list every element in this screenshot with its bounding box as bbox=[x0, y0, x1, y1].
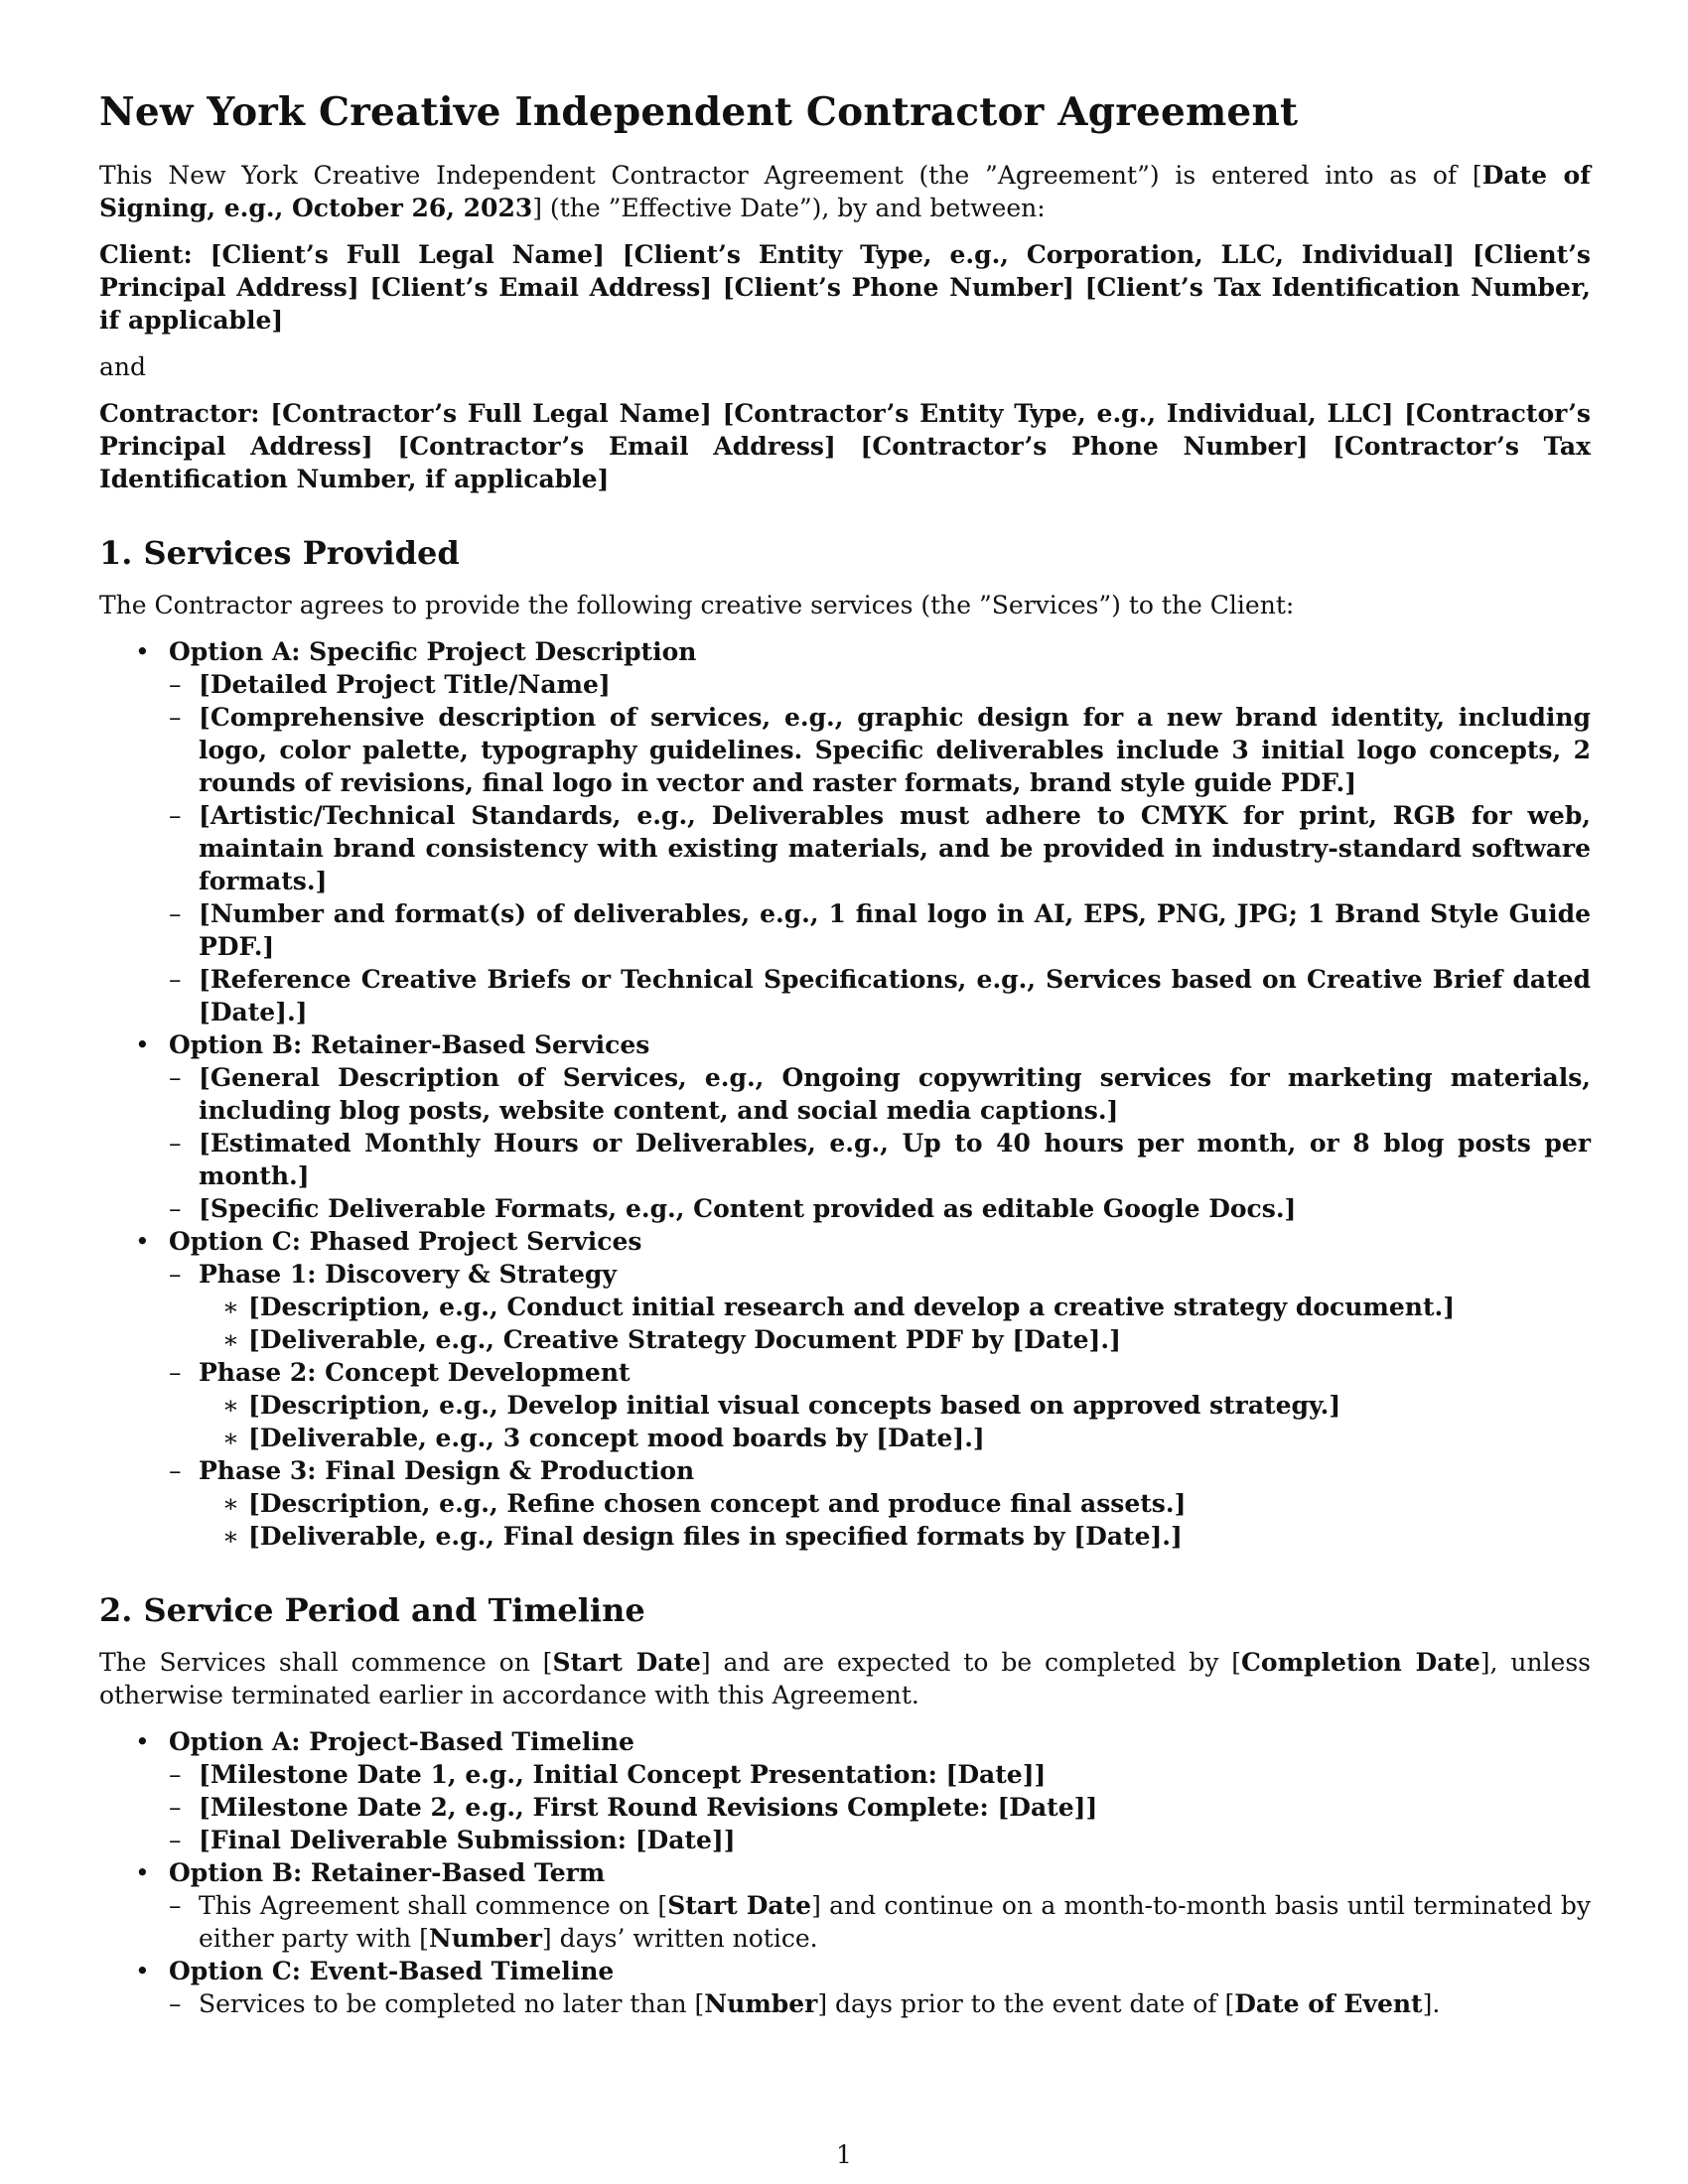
phase-label: Phase 2: Concept Development bbox=[199, 1358, 631, 1387]
services-intro: The Contractor agrees to provide the following creative services (the ”Services”) to the Client: bbox=[99, 591, 1295, 619]
option-c-items bbox=[169, 1987, 1591, 2020]
list-item bbox=[169, 1127, 1591, 1192]
list-item-text: ] and continue on a month-to-month basis until terminated by either party with [ bbox=[199, 1891, 1591, 1953]
document-page bbox=[99, 87, 1591, 2020]
phase-label: Phase 3: Final Design & Production bbox=[199, 1456, 695, 1485]
list-item bbox=[99, 1955, 1591, 2020]
list-item bbox=[169, 1356, 1591, 1454]
start-date-placeholder: Start Date bbox=[667, 1891, 812, 1920]
list-item bbox=[99, 1856, 1591, 1955]
section-heading-timeline: 2. Service Period and Timeline bbox=[99, 1591, 645, 1629]
option-a-items bbox=[169, 668, 1591, 1028]
intro-text: ] (the ”Effective Date”), by and between: bbox=[532, 194, 1046, 222]
and-text: and bbox=[99, 352, 147, 381]
timeline-options-list bbox=[99, 1725, 1591, 2020]
number-placeholder: Number bbox=[428, 1924, 542, 1953]
option-c-phases bbox=[169, 1258, 1591, 1553]
list-item-text: Services to be completed no later than [ bbox=[199, 1989, 705, 2018]
list-item bbox=[169, 701, 1591, 799]
list-item bbox=[169, 963, 1591, 1028]
client-block bbox=[99, 238, 1591, 337]
list-item-text: [Number and format(s) of deliverables, e.g., 1 final logo in AI, EPS, PNG, JPG; 1 Brand Style Guide PDF.] bbox=[199, 899, 1591, 961]
list-item bbox=[169, 799, 1591, 897]
phase-items bbox=[199, 1291, 1591, 1356]
list-item-text: [Deliverable, e.g., 3 concept mood boards by [Date].] bbox=[248, 1424, 985, 1452]
timeline-text: ] and are expected to be completed by [ bbox=[700, 1648, 1242, 1677]
list-item-text: [Final Deliverable Submission: [Date]] bbox=[199, 1826, 736, 1854]
completion-date-placeholder: Completion Date bbox=[1241, 1648, 1480, 1677]
list-item bbox=[220, 1291, 1591, 1323]
document-title: New York Creative Independent Contractor Agreement bbox=[99, 89, 1299, 135]
list-item-text: ] days’ written notice. bbox=[541, 1924, 818, 1953]
list-item-text: [Deliverable, e.g., Creative Strategy Document PDF by [Date].] bbox=[248, 1325, 1121, 1354]
list-item bbox=[169, 1889, 1591, 1955]
list-item bbox=[99, 1028, 1591, 1225]
option-label: Option B: Retainer-Based Services bbox=[169, 1030, 650, 1059]
intro-paragraph bbox=[99, 159, 1591, 224]
list-item-text: [Specific Deliverable Formats, e.g., Content provided as editable Google Docs.] bbox=[199, 1194, 1297, 1223]
list-item bbox=[169, 1791, 1591, 1824]
list-item-text: ]. bbox=[1422, 1989, 1441, 2018]
list-item-text: [Detailed Project Title/Name] bbox=[199, 670, 611, 699]
list-item-text: [Artistic/Technical Standards, e.g., Deliverables must adhere to CMYK for print, RGB for web, maintain brand consistency with existing materials, and be provided in industry-standard software formats.] bbox=[199, 801, 1591, 895]
phase-items bbox=[199, 1487, 1591, 1553]
services-options-list bbox=[99, 635, 1591, 1553]
list-item bbox=[99, 635, 1591, 1028]
list-item-text: This Agreement shall commence on [ bbox=[199, 1891, 668, 1920]
page-number: 1 bbox=[836, 2140, 852, 2169]
list-item-text: [Reference Creative Briefs or Technical Specifications, e.g., Services based on Creative Brief dated [Date].] bbox=[199, 965, 1591, 1026]
option-a-items bbox=[169, 1758, 1591, 1856]
list-item-text: [Description, e.g., Conduct initial research and develop a creative strategy document.] bbox=[248, 1293, 1456, 1321]
option-label: Option C: Event-Based Timeline bbox=[169, 1957, 615, 1985]
list-item bbox=[169, 1258, 1591, 1356]
option-label: Option B: Retainer-Based Term bbox=[169, 1858, 606, 1887]
list-item-text: [Description, e.g., Develop initial visual concepts based on approved strategy.] bbox=[248, 1391, 1341, 1420]
list-item bbox=[169, 1824, 1591, 1856]
intro-text: This New York Creative Independent Contractor Agreement (the ”Agreement”) is entered into as of [ bbox=[99, 161, 1482, 190]
list-item bbox=[220, 1520, 1591, 1553]
list-item bbox=[169, 1454, 1591, 1553]
number-placeholder: Number bbox=[704, 1989, 818, 2018]
list-item bbox=[220, 1323, 1591, 1356]
list-item-text: [General Description of Services, e.g., Ongoing copywriting services for marketing materials, including blog posts, website content, and social media captions.] bbox=[199, 1063, 1591, 1125]
list-item bbox=[169, 1192, 1591, 1225]
list-item-text: [Comprehensive description of services, e.g., graphic design for a new brand identity, including logo, color palette, typography guidelines. Specific deliverables include 3 initial logo concepts, 2 rounds of revisions, final logo in vector and raster formats, brand style guide PDF.] bbox=[199, 703, 1591, 797]
contractor-details: Contractor: [Contractor’s Full Legal Name] [Contractor’s Entity Type, e.g., Individual, LLC] [Contractor’s Principal Address] [Contractor’s Email Address] [Contractor’s Phone Number] [Contractor’s Tax Identification Number, if applicable] bbox=[99, 399, 1591, 493]
list-item bbox=[220, 1389, 1591, 1422]
timeline-text: The Services shall commence on [ bbox=[99, 1648, 553, 1677]
option-b-items bbox=[169, 1889, 1591, 1955]
option-label: Option A: Project-Based Timeline bbox=[169, 1727, 634, 1756]
list-item bbox=[169, 1987, 1591, 2020]
date-of-signing-placeholder: Date of Signing, e.g., October 26, 2023 bbox=[99, 161, 1591, 222]
section-heading-services: 1. Services Provided bbox=[99, 534, 460, 572]
timeline-intro bbox=[99, 1646, 1591, 1711]
contractor-block bbox=[99, 397, 1591, 495]
list-item bbox=[220, 1487, 1591, 1520]
timeline-text: ], unless otherwise terminated earlier in accordance with this Agreement. bbox=[99, 1648, 1592, 1709]
list-item bbox=[220, 1422, 1591, 1454]
list-item-text: ] days prior to the event date of [ bbox=[817, 1989, 1235, 2018]
list-item-text: [Estimated Monthly Hours or Deliverables, e.g., Up to 40 hours per month, or 8 blog posts per month.] bbox=[199, 1129, 1591, 1190]
phase-items bbox=[199, 1389, 1591, 1454]
list-item bbox=[169, 1758, 1591, 1791]
start-date-placeholder: Start Date bbox=[552, 1648, 701, 1677]
client-details: Client: [Client’s Full Legal Name] [Client’s Entity Type, e.g., Corporation, LLC, Individual] [Client’s Principal Address] [Client’s Email Address] [Client’s Phone Number] [Client’s Tax Identification Number, if applicable] bbox=[99, 240, 1591, 335]
list-item bbox=[99, 1725, 1591, 1856]
list-item-text: [Milestone Date 1, e.g., Initial Concept Presentation: [Date]] bbox=[199, 1760, 1047, 1789]
list-item-text: [Milestone Date 2, e.g., First Round Revisions Complete: [Date]] bbox=[199, 1793, 1098, 1822]
option-label: Option A: Specific Project Description bbox=[169, 637, 697, 666]
list-item bbox=[169, 668, 1591, 701]
option-label: Option C: Phased Project Services bbox=[169, 1227, 642, 1256]
date-of-event-placeholder: Date of Event bbox=[1234, 1989, 1423, 2018]
list-item bbox=[169, 897, 1591, 963]
list-item-text: [Description, e.g., Refine chosen concept and produce final assets.] bbox=[248, 1489, 1187, 1518]
list-item bbox=[169, 1061, 1591, 1127]
option-b-items bbox=[169, 1061, 1591, 1225]
list-item-text: [Deliverable, e.g., Final design files in specified formats by [Date].] bbox=[248, 1522, 1183, 1551]
list-item bbox=[99, 1225, 1591, 1553]
phase-label: Phase 1: Discovery & Strategy bbox=[199, 1260, 617, 1289]
